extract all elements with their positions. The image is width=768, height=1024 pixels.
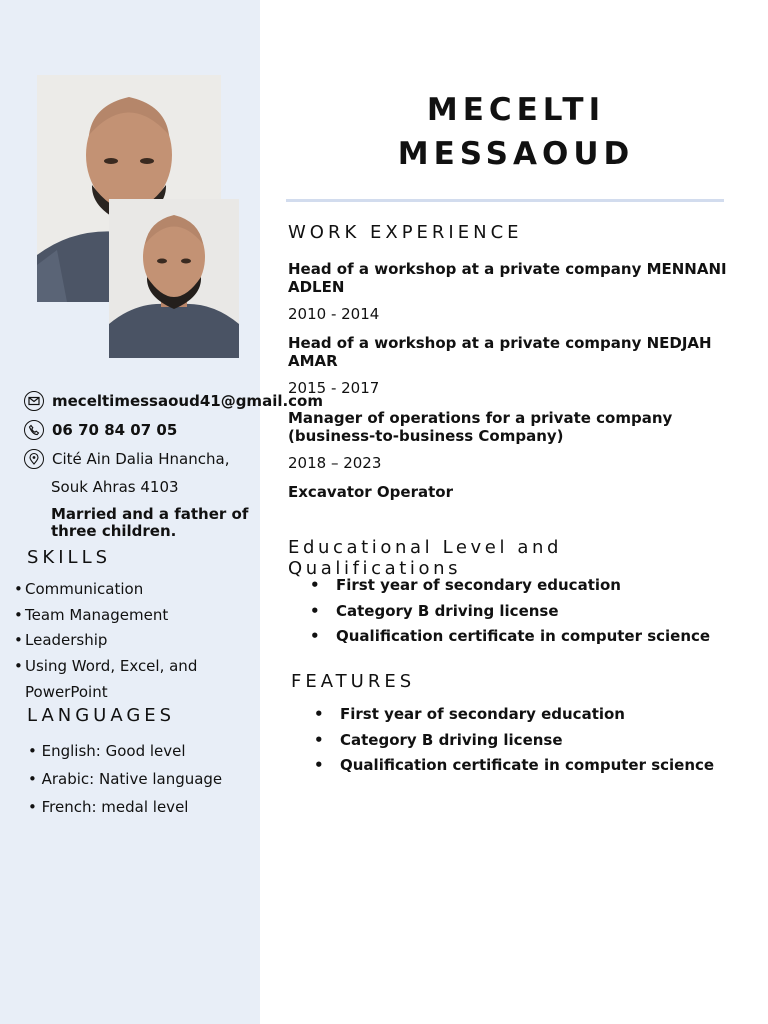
work-experience-title: WORK EXPERIENCE xyxy=(288,222,523,243)
features-title: FEATURES xyxy=(291,671,416,692)
education-list xyxy=(310,573,730,661)
mail-icon xyxy=(24,391,44,411)
language-item: • Arabic: Native language xyxy=(28,770,223,788)
skill-item: • Communication xyxy=(14,577,244,603)
email-text[interactable]: meceltimessaoud41@gmail.com xyxy=(52,392,323,410)
job-title: Head of a workshop at a private company MENNANI ADLEN xyxy=(288,260,727,296)
education-title: Educational Level and Qualifications xyxy=(288,537,563,579)
skill-item: • Using Word, Excel, and PowerPoint xyxy=(14,654,244,680)
job-title: Head of a workshop at a private company NEDJAH AMAR xyxy=(288,334,712,370)
address-line1: Cité Ain Dalia Hnancha, xyxy=(52,450,230,468)
skill-item: • Leadership xyxy=(14,628,244,654)
profile-photo-small xyxy=(109,199,239,358)
feature-item: • Category B driving license xyxy=(314,728,734,754)
location-pin-icon xyxy=(24,449,44,469)
phone-text[interactable]: 06 70 84 07 05 xyxy=(52,421,178,439)
family-status: Married and a father of three children. xyxy=(51,505,249,540)
name-line-2: MESSAOUD xyxy=(397,136,635,172)
language-item: • French: medal level xyxy=(28,798,189,816)
languages-title: LANGUAGES xyxy=(27,705,176,726)
job-title: Excavator Operator xyxy=(288,483,453,501)
contact-email-row xyxy=(24,390,323,412)
job-title: Manager of operations for a private company (business-to-business Company) xyxy=(288,409,673,445)
education-item: • First year of secondary education xyxy=(310,573,730,599)
header-divider xyxy=(286,199,724,202)
skill-item: • Team Management xyxy=(14,603,244,629)
features-list xyxy=(314,702,734,790)
skills-list xyxy=(14,577,244,701)
name-line-1: MECELTI xyxy=(426,92,606,128)
education-item: • Qualification certificate in computer science xyxy=(310,624,730,650)
education-item: • Category B driving license xyxy=(310,599,730,625)
job-years: 2018 – 2023 xyxy=(288,454,382,472)
contact-phone-row xyxy=(24,420,177,440)
contact-address-row xyxy=(24,449,229,469)
job-years: 2015 - 2017 xyxy=(288,379,380,397)
phone-icon xyxy=(24,420,44,440)
person-name xyxy=(286,88,746,176)
job-years: 2010 - 2014 xyxy=(288,305,380,323)
languages-list xyxy=(28,737,222,821)
feature-item: • First year of secondary education xyxy=(314,702,734,728)
feature-item: • Qualification certificate in computer science xyxy=(314,753,734,779)
skills-title: SKILLS xyxy=(27,547,112,568)
address-line2: Souk Ahras 4103 xyxy=(51,478,179,496)
language-item: • English: Good level xyxy=(28,742,186,760)
